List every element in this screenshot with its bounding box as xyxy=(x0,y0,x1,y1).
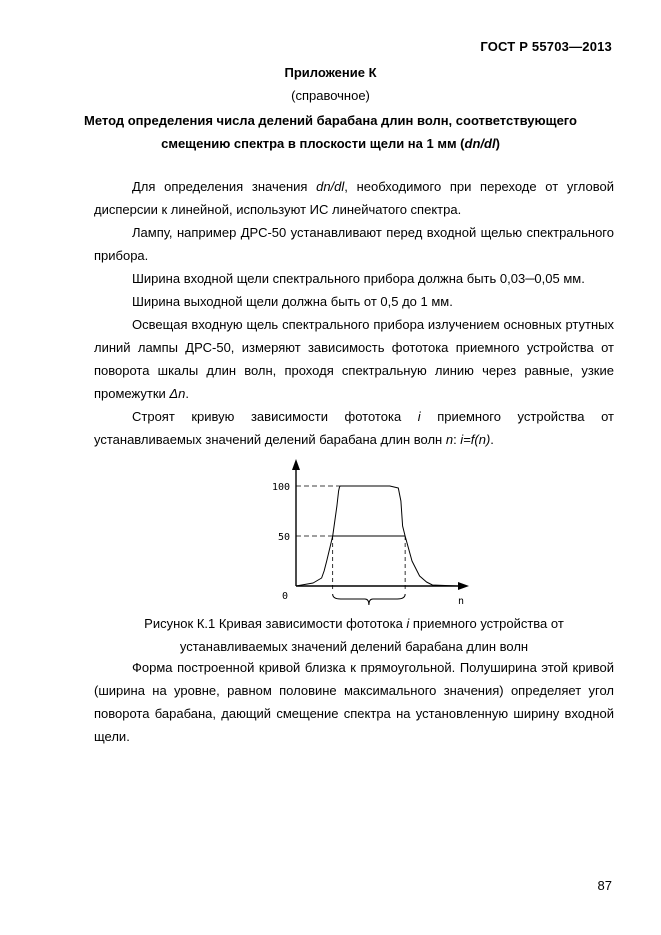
conclusion-paragraph xyxy=(94,656,614,748)
y-tick-label: 50 xyxy=(277,532,290,543)
chart-tick-labels xyxy=(272,482,464,607)
paragraph-1 xyxy=(94,175,614,221)
appendix-title xyxy=(0,109,661,155)
page-number: 87 xyxy=(597,878,612,893)
para5-text-a: Освещая входную щель спектрального прибора излучением основных ртутных линий лампы ДРС-50, измеряют зависимость фототока приемного устройства от поворота шкалы длин волн, проходя спектральную линию через равные, узкие промежутки xyxy=(94,317,614,401)
appendix-type: (справочное) xyxy=(291,88,370,103)
paragraph-6 xyxy=(94,405,614,451)
paragraph-3: Ширина входной щели спектрального прибора должна быть 0,03─0,05 мм. xyxy=(132,271,585,286)
para1-formula: dn/dl xyxy=(316,179,345,194)
paragraph-7: Форма построенной кривой близка к прямоугольной. Полуширина этой кривой (ширина на уровне, равном половине максимального значения) определяет угол поворота барабана, дающий смещение спектра на установленную ширину входной щели. xyxy=(94,660,614,744)
chart-axes xyxy=(292,459,469,590)
appendix-title-line2 xyxy=(0,132,661,155)
para6-i: i xyxy=(417,409,421,424)
para1-text-a: Для определения значения xyxy=(132,179,317,194)
half-width-brace xyxy=(333,594,405,605)
title-formula: dn/dl xyxy=(464,136,496,151)
para6-text-c: приемного устройства от устанавливаемых значений делений барабана длин волн xyxy=(94,409,614,447)
y-tick-label: 0 xyxy=(281,591,288,602)
figure-k1-chart xyxy=(270,454,480,610)
caption-text-a: Рисунок К.1 Кривая зависимости фототока xyxy=(144,616,407,631)
paragraph-2: Лампу, например ДРС-50 устанавливают перед входной щелью спектрального прибора. xyxy=(94,225,614,263)
paragraph-5 xyxy=(94,313,614,405)
intro-paragraphs xyxy=(94,175,614,451)
para6-n: n xyxy=(445,432,454,447)
y-axis-arrow xyxy=(292,459,300,470)
para6-period: . xyxy=(490,432,494,447)
title-close: ) xyxy=(495,136,500,151)
x-axis-label: n xyxy=(457,596,465,607)
figure-caption xyxy=(94,612,614,658)
caption-text-c: приемного устройства от устанавливаемых значений делений барабана длин волн xyxy=(179,616,564,654)
appendix-label: Приложение К xyxy=(284,65,377,80)
caption-i: i xyxy=(406,616,410,631)
chart-guides xyxy=(296,486,405,605)
para6-formula: i=f(n) xyxy=(460,432,491,447)
para6-text-a: Строят кривую зависимости фототока xyxy=(132,409,418,424)
para1-text-c: , необходимого при переходе от угловой дисперсии к линейной, используют ИС линейчатого спектра. xyxy=(94,179,614,217)
para5-delta: Δn xyxy=(169,386,186,401)
standard-number: ГОСТ Р 55703—2013 xyxy=(480,39,612,54)
title-text: смещению спектра в плоскости щели на 1 мм ( xyxy=(161,136,465,151)
para6-colon: : xyxy=(453,432,461,447)
para5-text-c: . xyxy=(185,386,189,401)
x-axis-arrow xyxy=(458,582,469,590)
y-tick-label: 100 xyxy=(271,482,290,493)
paragraph-4: Ширина выходной щели должна быть от 0,5 до 1 мм. xyxy=(132,294,453,309)
appendix-title-line1: Метод определения числа делений барабана длин волн, соответствующего xyxy=(84,113,577,128)
